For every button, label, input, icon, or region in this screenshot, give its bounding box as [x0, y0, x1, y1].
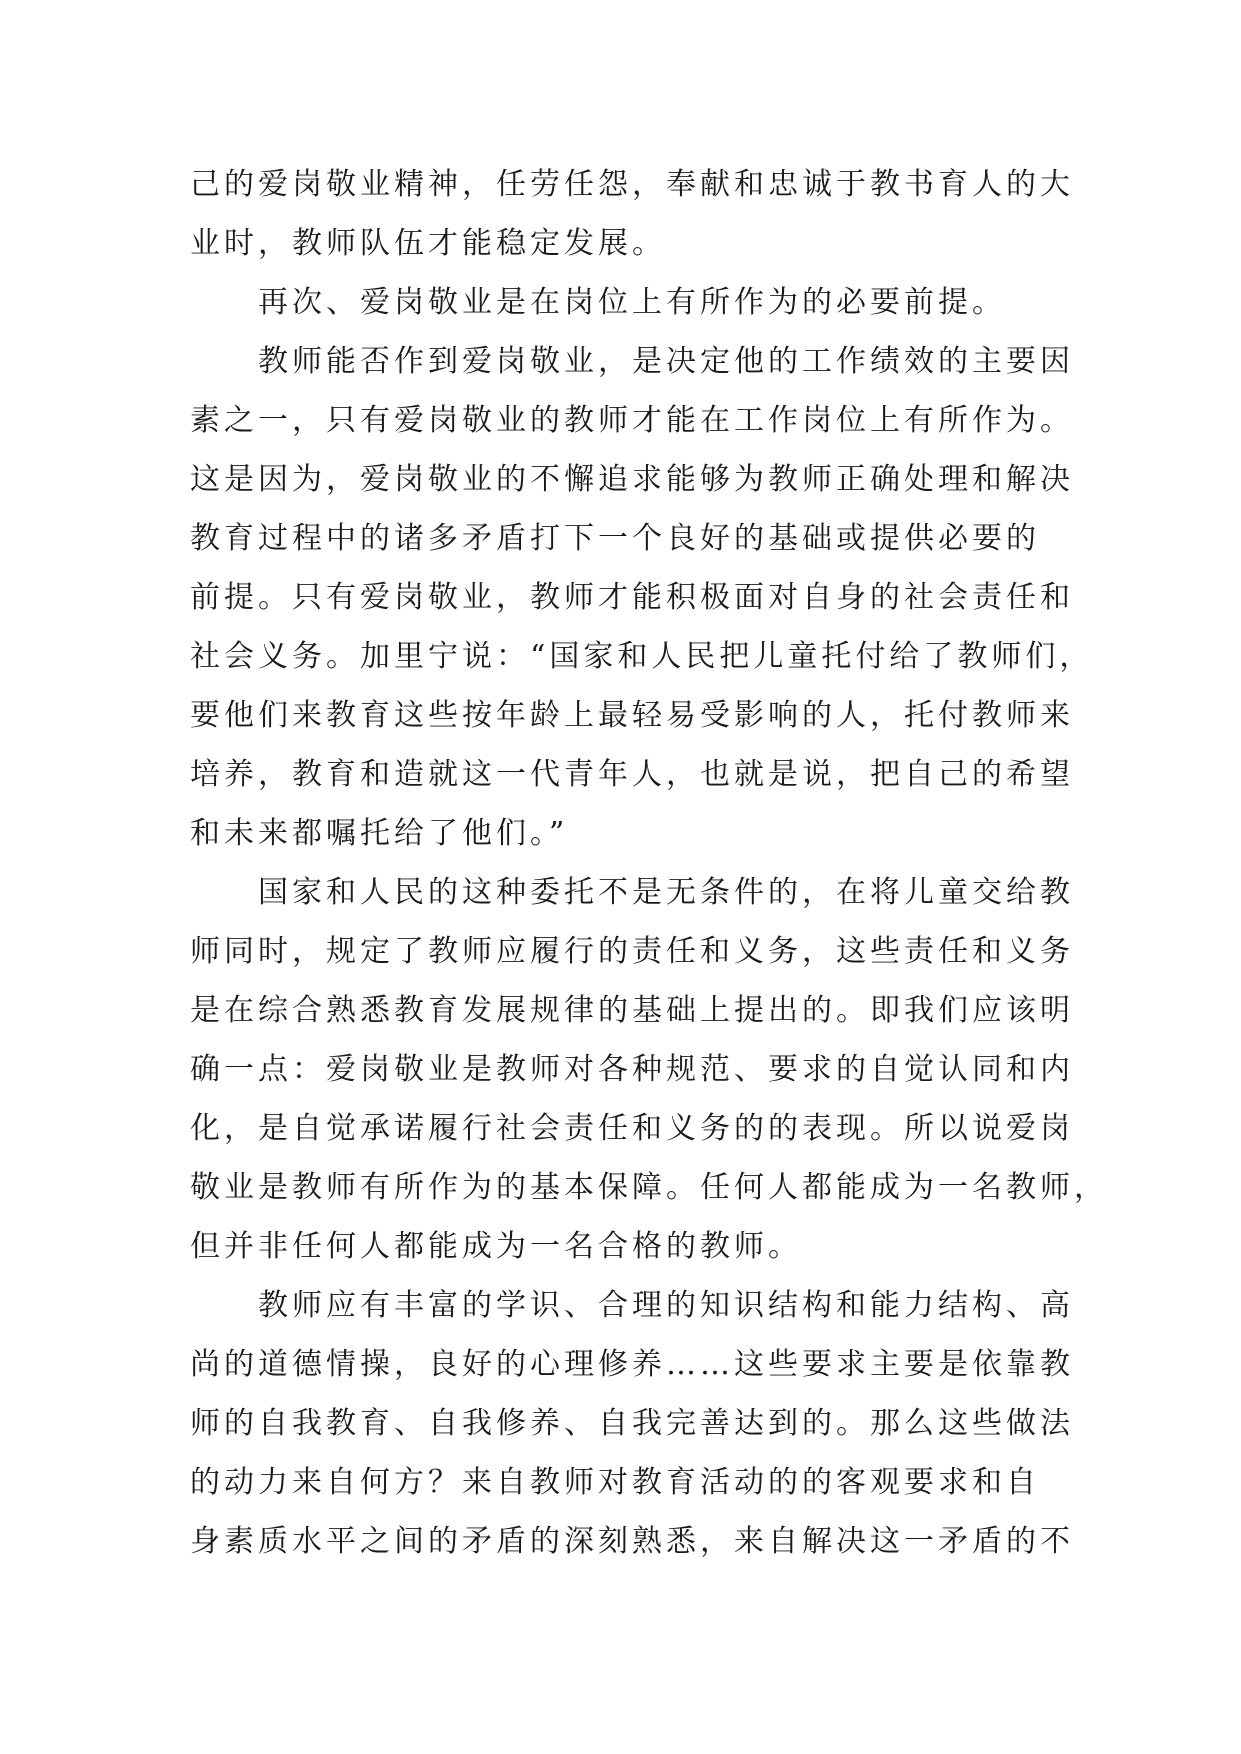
text-line: 但并非任何人都能成为一名合格的教师。 — [190, 1229, 802, 1264]
text-line: 这是因为，爱岗敬业的不懈追求能够为教师正确处理和解决 — [190, 462, 1074, 497]
text-line: 国家和人民的这种委托不是无条件的，在将儿童交给教 — [258, 875, 1074, 910]
text-line: 身素质水平之间的矛盾的深刻熟悉，来自解决这一矛盾的不 — [190, 1524, 1074, 1559]
text-line: 教师能否作到爱岗敬业，是决定他的工作绩效的主要因 — [258, 344, 1074, 379]
text-line: 社会义务。加里宁说：“国家和人民把儿童托付给了教师们， — [190, 639, 1094, 674]
text-line: 和未来都嘱托给了他们。” — [190, 816, 569, 851]
text-line: 师同时，规定了教师应履行的责任和义务，这些责任和义务 — [190, 934, 1074, 969]
text-line: 的动力来自何方？来自教师对教育活动的的客观要求和自 — [190, 1465, 1040, 1500]
text-line: 己的爱岗敬业精神，任劳任怨，奉献和忠诚于教书育人的大 — [190, 167, 1074, 202]
text-line: 素之一，只有爱岗敬业的教师才能在工作岗位上有所作为。 — [190, 403, 1074, 438]
text-line: 尚的道德情操，良好的心理修养……这些要求主要是依靠教 — [190, 1347, 1074, 1382]
text-line: 确一点：爱岗敬业是教师对各种规范、要求的自觉认同和内 — [190, 1052, 1074, 1087]
text-line: 教育过程中的诸多矛盾打下一个良好的基础或提供必要的 — [190, 521, 1040, 556]
text-line: 化，是自觉承诺履行社会责任和义务的的表现。所以说爱岗 — [190, 1111, 1074, 1146]
text-line: 培养，教育和造就这一代青年人，也就是说，把自己的希望 — [190, 757, 1074, 792]
text-line: 要他们来教育这些按年龄上最轻易受影响的人，托付教师来 — [190, 698, 1074, 733]
text-line: 前提。只有爱岗敬业，教师才能积极面对自身的社会责任和 — [190, 580, 1074, 615]
text-line: 是在综合熟悉教育发展规律的基础上提出的。即我们应该明 — [190, 993, 1074, 1028]
text-line: 再次、爱岗敬业是在岗位上有所作为的必要前提。 — [258, 285, 1006, 320]
text-line: 业时，教师队伍才能稳定发展。 — [190, 226, 666, 261]
text-line: 敬业是教师有所作为的基本保障。任何人都能成为一名教师， — [190, 1170, 1108, 1205]
body-text — [190, 155, 1108, 1571]
text-line: 师的自我教育、自我修养、自我完善达到的。那么这些做法 — [190, 1406, 1074, 1441]
text-line: 教师应有丰富的学识、合理的知识结构和能力结构、高 — [258, 1288, 1074, 1323]
